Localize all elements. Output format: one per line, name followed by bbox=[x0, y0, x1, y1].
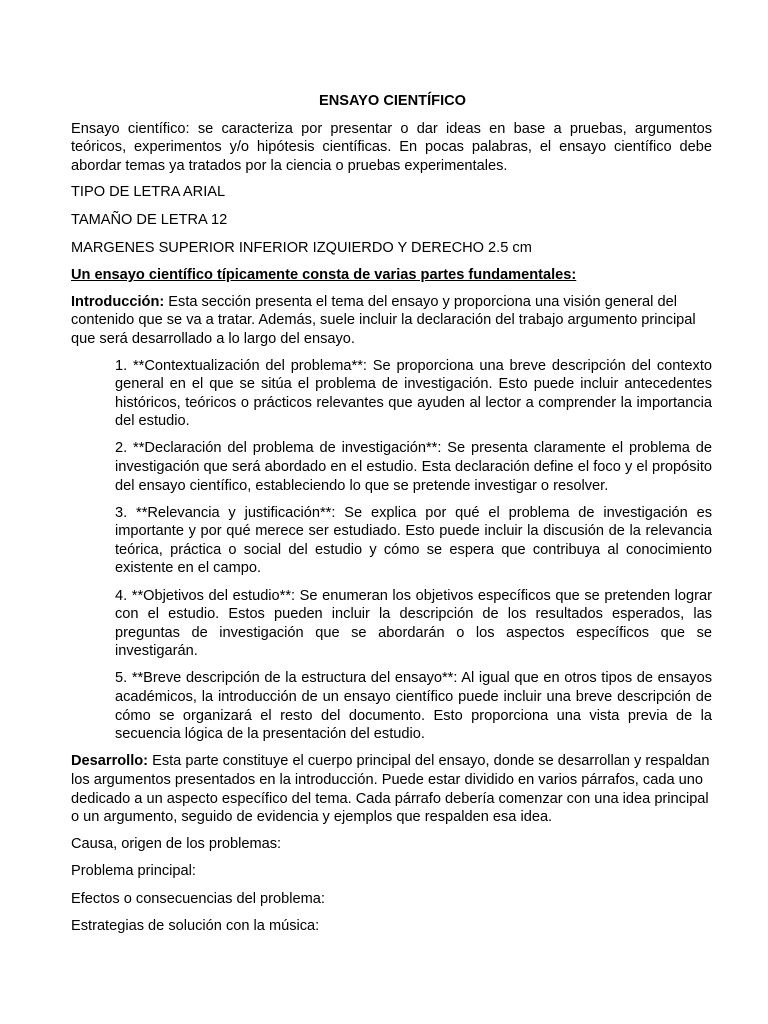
prompt-line: Problema principal: bbox=[71, 863, 196, 880]
prompt-line: Estrategias de solución con la música: bbox=[71, 918, 320, 935]
introduccion-list bbox=[115, 357, 712, 744]
parts-heading-text: Un ensayo científico típicamente consta de varias partes fundamentales: bbox=[71, 267, 577, 284]
list-item: 4. **Objetivos del estudio**: Se enumeran los objetivos específicos que se pretenden lograr con el estudio. Estos pueden incluir la descripción de los resultados esperados, las preguntas de investigación que se abordarán o los aspectos específicos que se investigarán. bbox=[115, 587, 712, 660]
format-line-size: TAMAÑO DE LETRA 12 bbox=[71, 211, 228, 228]
desarrollo-label: Desarrollo: bbox=[71, 753, 149, 770]
prompt-line: Efectos o consecuencias del problema: bbox=[71, 890, 325, 907]
list-item: 1. **Contextualización del problema**: Se proporciona una breve descripción del contexto general en el que se sitúa el problema de investigación. Esto puede incluir antecedentes históricos, teóricos o prácticos relevantes que ayuden al lector a comprender la importancia del estudio. bbox=[115, 357, 712, 430]
parts-heading bbox=[71, 266, 712, 285]
format-line-margins: MARGENES SUPERIOR INFERIOR IZQUIERDO Y DERECHO 2.5 cm bbox=[71, 239, 532, 256]
introduccion-text: Esta sección presenta el tema del ensayo y proporciona una visión general del contenido que se va a tratar. Además, suele incluir la declaración del trabajo argumento principal que será desarrollado a lo largo del ensayo. bbox=[71, 293, 696, 347]
prompt-line: Causa, origen de los problemas: bbox=[71, 835, 282, 852]
introduccion-paragraph bbox=[71, 293, 712, 349]
list-item: 5. **Breve descripción de la estructura del ensayo**: Al igual que en otros tipos de ensayos académicos, la introducción de un ensayo científico puede incluir una breve descripción de cómo se organizará el resto del documento. Esto proporciona una vista previa de la secuencia lógica de la presentación del estudio. bbox=[115, 670, 712, 743]
desarrollo-text: Esta parte constituye el cuerpo principal del ensayo, donde se desarrollan y respaldan los argumentos presentados en la introducción. Puede estar dividido en varios párrafos, cada uno dedicado a un aspecto específico del tema. Cada párrafo debería comenzar con una idea principal o un argumento, seguido de evidencia y ejemplos que respalden esa idea. bbox=[71, 753, 710, 826]
intro-paragraph: Ensayo científico: se caracteriza por presentar o dar ideas en base a pruebas, argumentos teóricos, experimentos y/o hipótesis científicas. En pocas palabras, el ensayo científico debe abordar temas ya tratados por la ciencia o pruebas experimentales. bbox=[71, 120, 712, 174]
document-title: ENSAYO CIENTÍFICO bbox=[318, 93, 467, 109]
list-item: 3. **Relevancia y justificación**: Se explica por qué el problema de investigación es importante y por qué merece ser estudiado. Esto puede incluir la discusión de la relevancia teórica, práctica o social del estudio y cómo se espera que contribuya al conocimiento existente en el campo. bbox=[115, 504, 712, 577]
desarrollo-paragraph bbox=[71, 752, 712, 826]
list-item: 2. **Declaración del problema de investigación**: Se presenta claramente el problema de investigación que será abordado en el estudio. Esta declaración define el foco y el propósito del ensayo científico, estableciendo lo que se pretende investigar o resolver. bbox=[115, 440, 712, 494]
format-line-font: TIPO DE LETRA ARIAL bbox=[71, 184, 226, 201]
introduccion-label: Introducción: bbox=[71, 293, 165, 310]
